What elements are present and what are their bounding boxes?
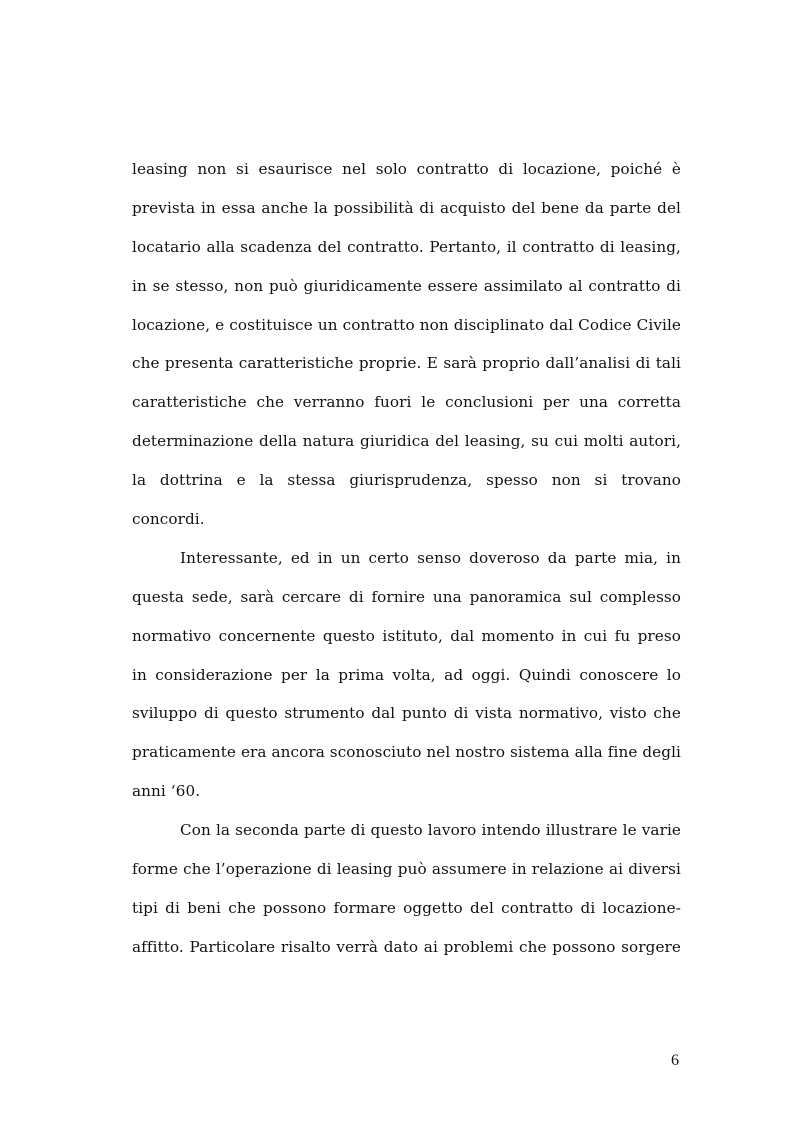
text-line: in se stesso, non può giuridicamente essere assimilato al contratto di <box>132 276 681 295</box>
text-line: tipi di beni che possono formare oggetto del contratto di locazione- <box>132 898 681 917</box>
text-line: concordi. <box>132 510 205 529</box>
text-line: praticamente era ancora sconosciuto nel nostro sistema alla fine degli <box>132 743 681 762</box>
text-line: la dottrina e la stessa giurisprudenza, spesso non si trovano <box>132 471 681 490</box>
text-line: anni ‘60. <box>132 782 201 801</box>
text-line: forme che l’operazione di leasing può assumere in relazione ai diversi <box>132 860 681 879</box>
text-line: determinazione della natura giuridica del leasing, su cui molti autori, <box>132 432 681 451</box>
text-line: che presenta caratteristiche proprie. E sarà proprio dall’analisi di tali <box>132 354 681 373</box>
text-line: in considerazione per la prima volta, ad oggi. Quindi conoscere lo <box>132 665 681 684</box>
text-line: Interessante, ed in un certo senso doveroso da parte mia, in <box>180 548 681 567</box>
text-line: normativo concernente questo istituto, dal momento in cui fu preso <box>132 626 681 645</box>
text-line: Con la seconda parte di questo lavoro intendo illustrare le varie <box>180 821 681 840</box>
text-line: prevista in essa anche la possibilità di acquisto del bene da parte del <box>132 198 681 217</box>
text-line: sviluppo di questo strumento dal punto di vista normativo, visto che <box>132 704 681 723</box>
body-text <box>132 150 681 967</box>
text-line: questa sede, sarà cercare di fornire una panoramica sul complesso <box>132 587 681 606</box>
text-line: locatario alla scadenza del contratto. Pertanto, il contratto di leasing, <box>132 237 681 256</box>
text-line: caratteristiche che verranno fuori le conclusioni per una corretta <box>132 393 681 412</box>
text-line: locazione, e costituisce un contratto non disciplinato dal Codice Civile <box>132 315 681 334</box>
text-line: leasing non si esaurisce nel solo contratto di locazione, poiché è <box>132 160 681 178</box>
text-line: affitto. Particolare risalto verrà dato ai problemi che possono sorgere <box>132 937 681 956</box>
page-number: 6 <box>671 1052 679 1069</box>
